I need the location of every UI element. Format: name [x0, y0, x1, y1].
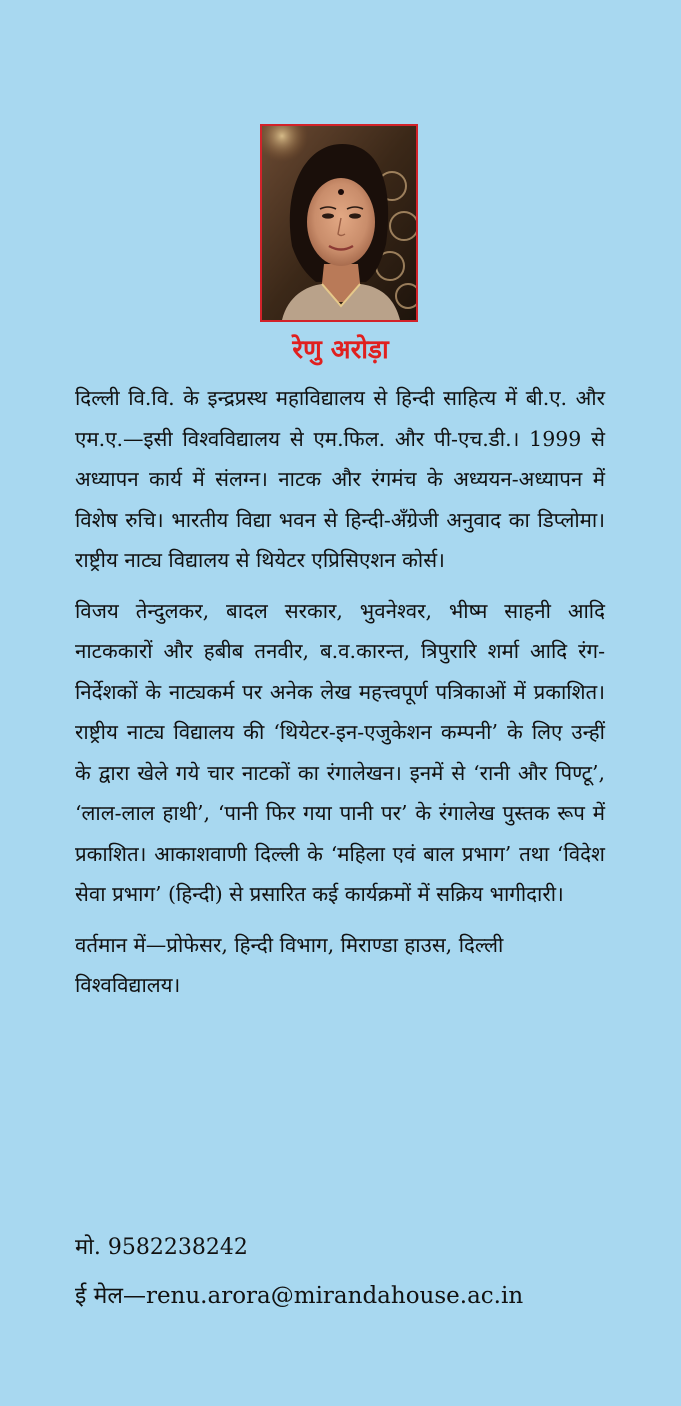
author-bio: [75, 378, 605, 1014]
author-phone: मो. 9582238242: [75, 1235, 248, 1260]
author-name: रेणु अरोड़ा: [292, 335, 389, 365]
author-email: ई मेल—renu.arora@mirandahouse.ac.in: [75, 1283, 524, 1309]
bio-paragraph-current-position: वर्तमान में—प्रोफेसर, हिन्दी विभाग, मिराण्डा हाउस, दिल्ली विश्वविद्यालय।: [75, 932, 504, 997]
portrait-image: [262, 126, 416, 320]
bio-paragraph-education: दिल्ली वि.वि. के इन्द्रप्रस्थ महाविद्यालय से हिन्दी साहित्य में बी.ए. और एम.ए.—इसी विश्वविद्यालय से एम.फिल. और पी-एच.डी.। 1999 से अध्यापन कार्य में संलग्न। नाटक और रंगमंच के अध्ययन-अध्यापन में विशेष रुचि। भारतीय विद्या भवन से हिन्दी-अँग्रेजी अनुवाद का डिप्लोमा। राष्ट्रीय नाट्य विद्यालय से थियेटर एप्रिसिएशन कोर्स।: [75, 386, 605, 572]
bio-paragraph-work: विजय तेन्दुलकर, बादल सरकार, भुवनेश्वर, भीष्म साहनी आदि नाटककारों और हबीब तनवीर, ब.व.कारन्त, त्रिपुरारि शर्मा आदि रंग-निर्देशकों के नाट्यकर्म पर अनेक लेख महत्त्वपूर्ण पत्रिकाओं में प्रकाशित। राष्ट्रीय नाट्य विद्यालय की ‘थियेटर-इन-एजुकेशन कम्पनी’ के लिए उन्हीं के द्वारा खेले गये चार नाटकों का रंगालेखन। इनमें से ‘रानी और पिण्टू’, ‘लाल-लाल हाथी’, ‘पानी फिर गया पानी पर’ के रंगालेख पुस्तक रूप में प्रकाशित। आकाशवाणी दिल्ली के ‘महिला एवं बाल प्रभाग’ तथा ‘विदेश सेवा प्रभाग’ (हिन्दी) से प्रसारित कई कार्यक्रमों में सक्रिय भागीदारी।: [75, 598, 605, 906]
author-photo: [260, 124, 418, 322]
